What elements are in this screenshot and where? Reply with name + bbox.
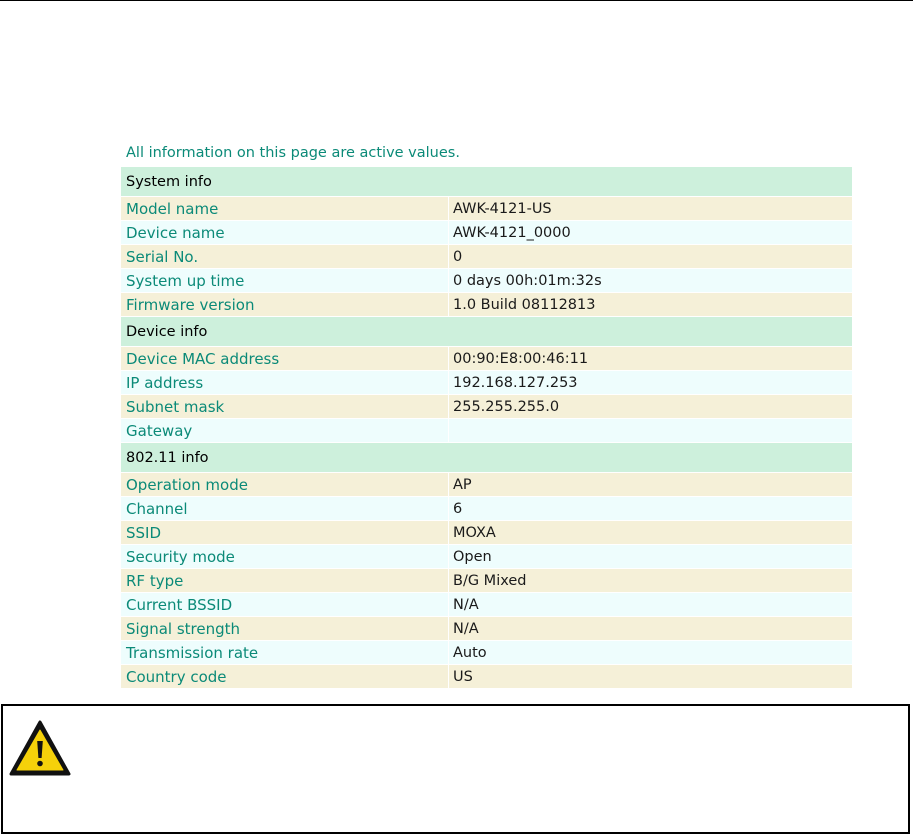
row-value: 6 xyxy=(448,497,852,520)
section-header-80211-info xyxy=(121,443,852,473)
row-value: AWK-4121_0000 xyxy=(448,221,852,244)
table-row xyxy=(121,617,852,641)
warning-triangle-icon xyxy=(8,719,72,777)
row-value: N/A xyxy=(448,617,852,640)
row-value: N/A xyxy=(448,593,852,616)
row-label: Model name xyxy=(126,199,219,218)
row-label: Channel xyxy=(126,499,188,518)
row-value: 0 days 00h:01m:32s xyxy=(448,269,852,292)
table-row xyxy=(121,665,852,689)
row-value: 00:90:E8:00:46:11 xyxy=(448,347,852,370)
row-label: Transmission rate xyxy=(126,643,259,662)
section-header-device-info xyxy=(121,317,852,347)
row-label: Device MAC address xyxy=(126,349,280,368)
row-value: AP xyxy=(448,473,852,496)
warning-callout xyxy=(1,704,910,834)
table-row xyxy=(121,593,852,617)
row-value: Auto xyxy=(448,641,852,664)
top-rule xyxy=(0,0,913,1)
row-label: Country code xyxy=(126,667,227,686)
table-row xyxy=(121,347,852,371)
table-row xyxy=(121,419,852,443)
section-title: 802.11 info xyxy=(126,449,209,466)
row-value: B/G Mixed xyxy=(448,569,852,592)
overview-panel xyxy=(121,139,852,689)
table-row xyxy=(121,497,852,521)
row-value: 1.0 Build 08112813 xyxy=(448,293,852,316)
row-label: Gateway xyxy=(126,421,193,440)
info-table xyxy=(121,167,852,689)
table-row xyxy=(121,293,852,317)
row-label: RF type xyxy=(126,571,184,590)
table-row xyxy=(121,569,852,593)
row-value xyxy=(448,419,852,442)
row-label: Operation mode xyxy=(126,475,248,494)
table-row xyxy=(121,641,852,665)
section-title: System info xyxy=(126,173,212,190)
row-label: Signal strength xyxy=(126,619,241,638)
table-row xyxy=(121,521,852,545)
row-label: IP address xyxy=(126,373,204,392)
table-row xyxy=(121,197,852,221)
table-row xyxy=(121,545,852,569)
row-label: Subnet mask xyxy=(126,397,225,416)
row-label: SSID xyxy=(126,523,162,542)
table-row xyxy=(121,221,852,245)
row-value: MOXA xyxy=(448,521,852,544)
section-title: Device info xyxy=(126,323,208,340)
table-row xyxy=(121,395,852,419)
active-values-notice: All information on this page are active values. xyxy=(126,145,460,161)
row-value: 255.255.255.0 xyxy=(448,395,852,418)
row-value: US xyxy=(448,665,852,688)
row-value: AWK-4121-US xyxy=(448,197,852,220)
row-value: Open xyxy=(448,545,852,568)
section-header-system-info xyxy=(121,167,852,197)
table-row xyxy=(121,473,852,497)
row-label: Serial No. xyxy=(126,247,199,266)
table-row xyxy=(121,269,852,293)
row-value: 192.168.127.253 xyxy=(448,371,852,394)
row-label: Current BSSID xyxy=(126,595,233,614)
row-label: System up time xyxy=(126,271,245,290)
row-label: Firmware version xyxy=(126,295,255,314)
table-row xyxy=(121,371,852,395)
row-label: Device name xyxy=(126,223,225,242)
table-row xyxy=(121,245,852,269)
row-label: Security mode xyxy=(126,547,235,566)
row-value: 0 xyxy=(448,245,852,268)
